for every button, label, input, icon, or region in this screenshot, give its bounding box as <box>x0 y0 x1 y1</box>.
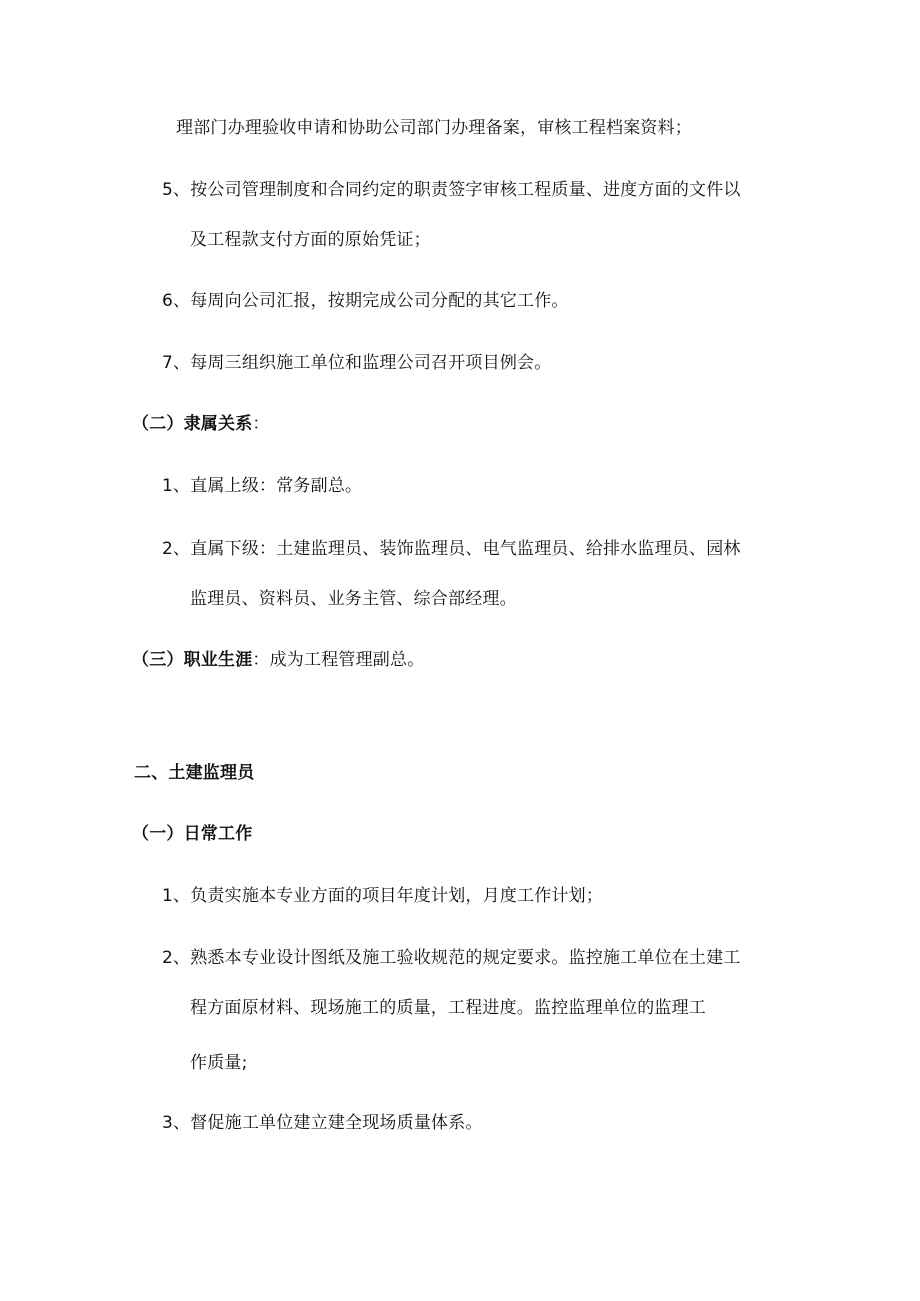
relation-item-2-continuation: 监理员、资料员、业务主管、综合部经理。 <box>190 589 517 609</box>
item-number: 1、 <box>162 886 191 906</box>
item-text: 每周三组织施工单位和监理公司召开项目例会。 <box>190 353 552 373</box>
daily-item-1 <box>162 884 603 908</box>
item-text: 督促施工单位建立建全现场质量体系。 <box>190 1113 483 1133</box>
item-number: 3、 <box>162 1113 191 1133</box>
item-text: 直属上级：常务副总。 <box>190 476 363 496</box>
item-text: 熟悉本专业设计图纸及施工验收规范的规定要求。监控施工单位在土建工 <box>190 948 741 968</box>
list-item-5 <box>162 178 741 202</box>
item-number: 7、 <box>162 353 191 373</box>
relation-item-2 <box>162 537 741 561</box>
daily-item-2-continuation: 程方面原材料、现场施工的质量，工程进度。监控监理单位的监理工 <box>190 998 706 1018</box>
item-number: 5、 <box>162 180 191 200</box>
section-heading-career <box>132 648 424 672</box>
career-text: ：成为工程管理副总。 <box>252 650 425 670</box>
daily-item-2 <box>162 946 741 970</box>
item-number: 1、 <box>162 476 191 496</box>
daily-item-2-continuation-2: 作质量; <box>190 1053 248 1073</box>
heading-colon: ： <box>252 414 270 434</box>
list-item-6 <box>162 289 569 313</box>
heading-text: （三）职业生涯 <box>132 650 253 670</box>
chapter-heading: 二、土建监理员 <box>134 763 255 783</box>
continuation-line: 理部门办理验收申请和协助公司部门办理备案，审核工程档案资料； <box>176 118 692 138</box>
section-heading-daily: （一）日常工作 <box>132 824 253 844</box>
item-number: 2、 <box>162 539 191 559</box>
section-heading-relations <box>132 412 270 436</box>
heading-text: （二）隶属关系 <box>132 414 253 434</box>
relation-item-1 <box>162 474 362 498</box>
item-number: 2、 <box>162 948 191 968</box>
list-item-7 <box>162 351 551 375</box>
list-item-5-continuation: 及工程款支付方面的原始凭证； <box>190 230 431 250</box>
item-text: 每周向公司汇报，按期完成公司分配的其它工作。 <box>190 291 569 311</box>
daily-item-3 <box>162 1111 483 1135</box>
item-text: 直属下级：土建监理员、装饰监理员、电气监理员、给排水监理员、园林 <box>190 539 741 559</box>
item-text: 负责实施本专业方面的项目年度计划，月度工作计划； <box>190 886 604 906</box>
item-number: 6、 <box>162 291 191 311</box>
item-text: 按公司管理制度和合同约定的职责签字审核工程质量、进度方面的文件以 <box>190 180 741 200</box>
